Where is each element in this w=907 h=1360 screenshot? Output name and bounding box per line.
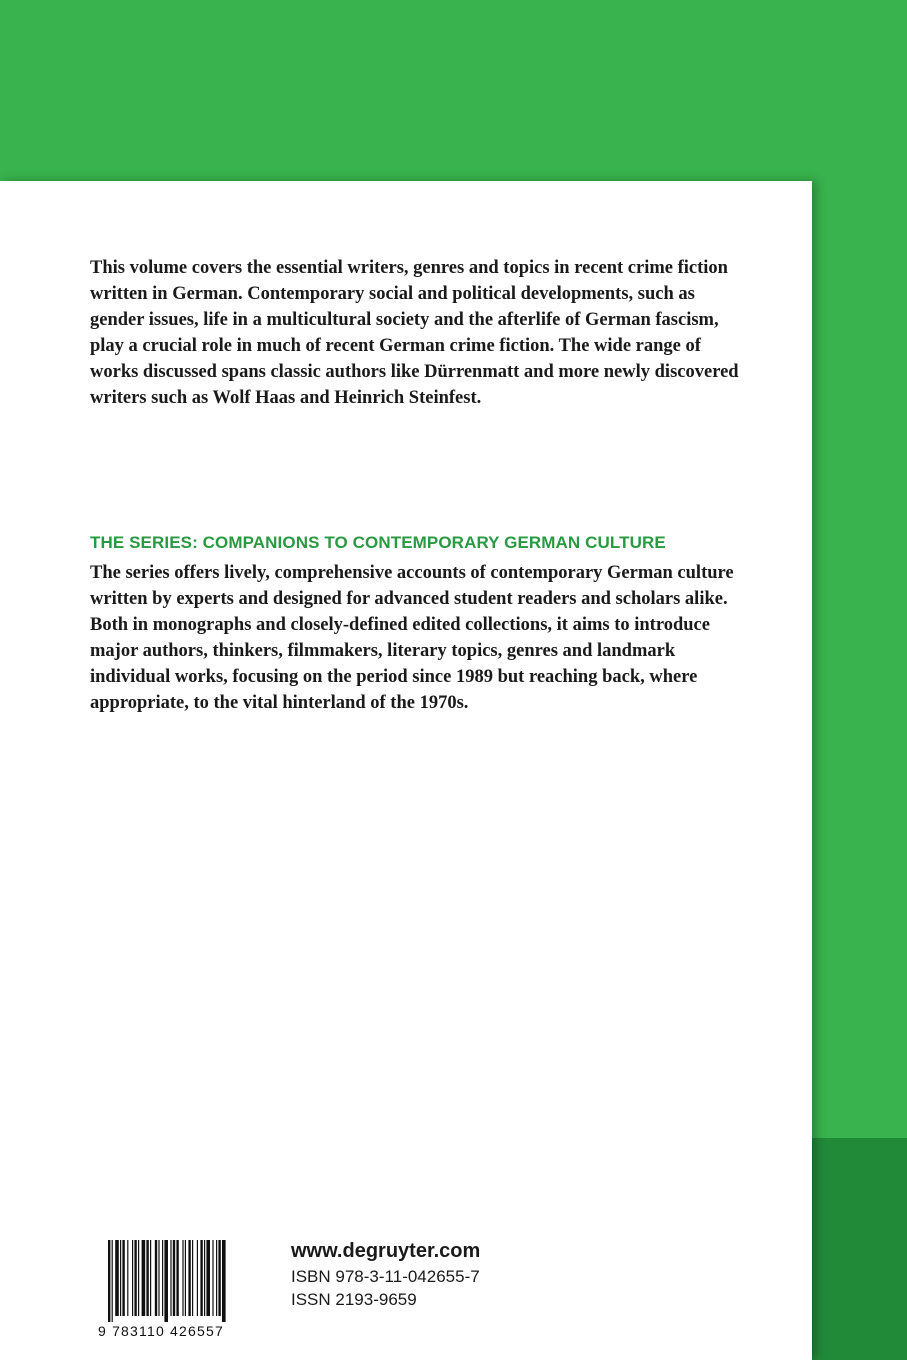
barcode-bar [173,1240,175,1316]
barcode-bar [164,1240,168,1322]
barcode-bar [216,1240,217,1316]
barcode-bar [200,1240,202,1316]
barcode [98,1240,263,1340]
barcode-bar [188,1240,190,1316]
barcode-bar [197,1240,198,1316]
barcode-bar [146,1240,148,1316]
publisher-url[interactable]: www.degruyter.com [291,1240,481,1262]
book-description: This volume covers the essential writers, genres and topics in recent crime fiction written in German. Contemporary social and political developments, such as gender issues, life in a multicultural society and the afterlife of German fascism, play a crucial role in much of recent German crime fiction. The wide range of works discussed spans classic authors like Dürrenmatt and more newly discovered writers such as Wolf Haas and Heinrich Steinfest. [90,258,739,408]
barcode-bar [158,1240,159,1316]
publisher-info [291,1237,591,1311]
barcode-bar [138,1240,139,1316]
issn-number: ISSN 2193-9659 [291,1290,417,1309]
barcode-bar [176,1240,178,1316]
barcode-bar [170,1240,171,1316]
isbn-number: ISBN 978-3-11-042655-7 [291,1267,480,1286]
barcode-bar [120,1240,121,1316]
barcode-bar [150,1240,151,1316]
barcode-digits: 9 783110 426557 [98,1323,224,1339]
barcode-bar [218,1240,220,1316]
barcode-bar [204,1240,205,1316]
barcode-bar [142,1240,146,1316]
barcode-bar [134,1240,136,1316]
barcode-bar [185,1240,186,1316]
barcode-bar [127,1240,128,1316]
barcode-bar [112,1240,113,1322]
barcode-bar [132,1240,133,1316]
spine-dark-strip [812,1138,907,1360]
barcode-bar [155,1240,157,1316]
barcode-bar [122,1240,124,1316]
barcode-bar [162,1240,163,1316]
series-heading: THE SERIES: COMPANIONS TO CONTEMPORARY GERMAN CULTURE [90,533,666,552]
barcode-bar [222,1240,226,1322]
barcode-bar [192,1240,193,1316]
barcode-bar [212,1240,213,1316]
series-description: The series offers lively, comprehensive accounts of contemporary German culture written by experts and designed for advanced student readers and scholars alike. Both in monographs and closely-defined edited collections, it aims to introduce major authors, thinkers, filmmakers, literary topics, genres and landmark individual works, focusing on the period since 1989 but reaching back, where appropriate, to the vital hinterland of the 1970s. [90,563,734,713]
barcode-bars [98,1240,263,1322]
barcode-bar [115,1240,119,1316]
back-cover-panel [0,181,812,1360]
barcode-bar [206,1240,210,1316]
barcode-bar [182,1240,183,1316]
barcode-bar [108,1240,110,1322]
